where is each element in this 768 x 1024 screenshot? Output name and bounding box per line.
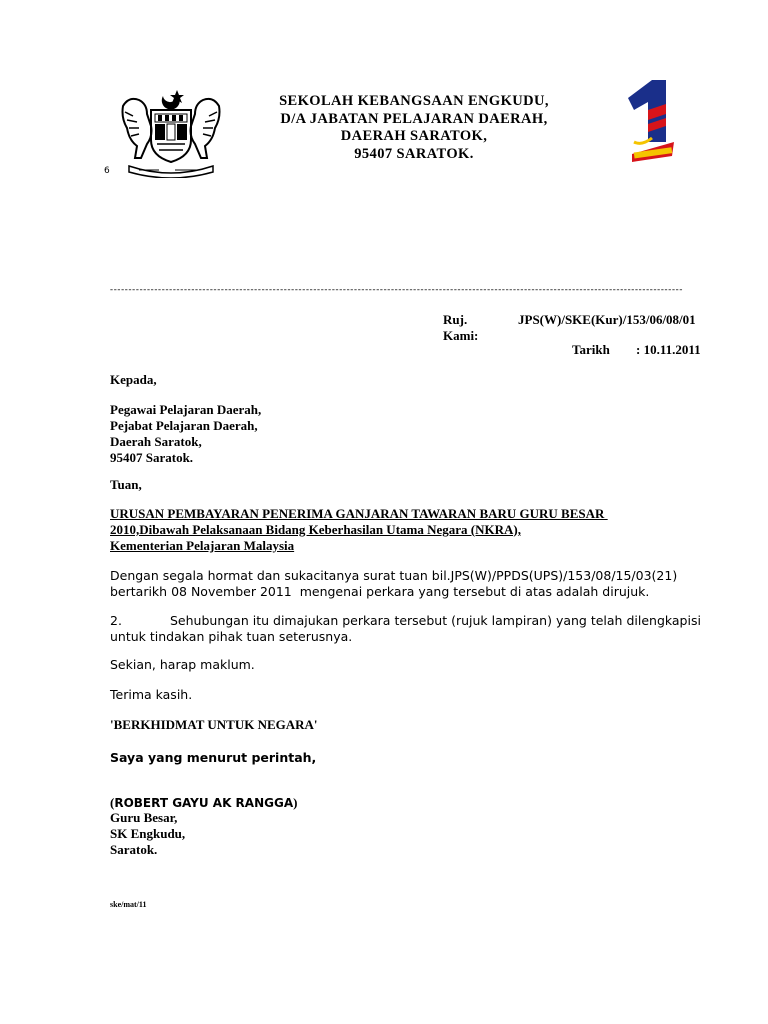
date-label: Tarikh bbox=[572, 342, 610, 357]
subject-line: 2010,Dibawah Pelaksanaan Bidang Keberhasilan Utama Negara (NKRA), bbox=[110, 522, 521, 537]
body-paragraph-2 bbox=[110, 613, 720, 644]
subject-line: Kementerian Pelajaran Malaysia bbox=[110, 538, 295, 553]
subject-heading bbox=[110, 506, 608, 554]
school-address-line: D/A JABATAN PELAJARAN DAERAH, bbox=[280, 110, 548, 127]
school-header bbox=[250, 93, 578, 163]
header-divider: ----------------------------------------------------------------------------------------------------------------------------------------------------------- bbox=[110, 284, 684, 294]
reference-value: JPS(W)/SKE(Kur)/153/06/08/01 bbox=[518, 312, 696, 327]
open-paren: ( bbox=[110, 795, 115, 810]
closing-phrase: Saya yang menurut perintah, bbox=[110, 750, 317, 765]
school-postcode-line: 95407 SARATOK. bbox=[354, 145, 474, 162]
recipient-line: Pegawai Pelajaran Daerah, bbox=[110, 402, 262, 417]
paragraph-text: Sehubungan itu dimajukan perkara tersebut (rujuk lampiran) yang telah dilengkapisi bbox=[170, 613, 701, 628]
signer-name bbox=[110, 795, 297, 811]
greeting: Tuan, bbox=[110, 477, 142, 492]
paragraph-line: untuk tindakan pihak tuan seterusnya. bbox=[110, 628, 353, 644]
recipient-line: 95407 Saratok. bbox=[110, 450, 194, 465]
salutation-to: Kepada, bbox=[110, 372, 157, 387]
paragraph-line bbox=[110, 613, 720, 629]
subject-line: URUSAN PEMBAYARAN PENERIMA GANJARAN TAWARAN BARU GURU BESAR bbox=[110, 506, 608, 521]
recipient-address bbox=[110, 402, 261, 466]
motto: 'BERKHIDMAT UNTUK NEGARA' bbox=[110, 717, 318, 732]
body-paragraph-1 bbox=[110, 568, 720, 599]
body-paragraph-4: Terima kasih. bbox=[110, 687, 193, 702]
school-district-line: DAERAH SARATOK, bbox=[340, 128, 488, 144]
recipient-line: Daerah Saratok, bbox=[110, 434, 202, 449]
close-paren: ) bbox=[293, 795, 298, 810]
signer-details bbox=[110, 810, 185, 858]
one-malaysia-logo-icon bbox=[622, 76, 684, 166]
paragraph-number: 2. bbox=[110, 613, 122, 628]
date-value: : 10.11.2011 bbox=[636, 342, 701, 357]
signer-name-text: ROBERT GAYU AK RANGGA bbox=[114, 796, 294, 810]
signer-school: SK Engkudu, bbox=[110, 826, 186, 841]
paragraph-line: bertarikh 08 November 2011 mengenai perkara yang tersebut di atas adalah dirujuk. bbox=[110, 583, 650, 599]
file-reference: ske/mat/11 bbox=[110, 900, 147, 909]
recipient-line: Pejabat Pelajaran Daerah, bbox=[110, 418, 258, 433]
reference-label: Ruj. Kami: bbox=[443, 312, 479, 343]
body-paragraph-3: Sekian, harap maklum. bbox=[110, 657, 255, 672]
crest-mark: 6 bbox=[104, 166, 110, 176]
school-name-line: SEKOLAH KEBANGSAAN ENGKUDU, bbox=[279, 93, 549, 109]
signer-title: Guru Besar, bbox=[110, 810, 178, 825]
malaysia-coat-of-arms-icon bbox=[115, 86, 227, 178]
paragraph-line: Dengan segala hormat dan sukacitanya surat tuan bil.JPS(W)/PPDS(UPS)/153/08/15/03(21) bbox=[110, 568, 678, 583]
signer-location: Saratok. bbox=[110, 842, 158, 857]
